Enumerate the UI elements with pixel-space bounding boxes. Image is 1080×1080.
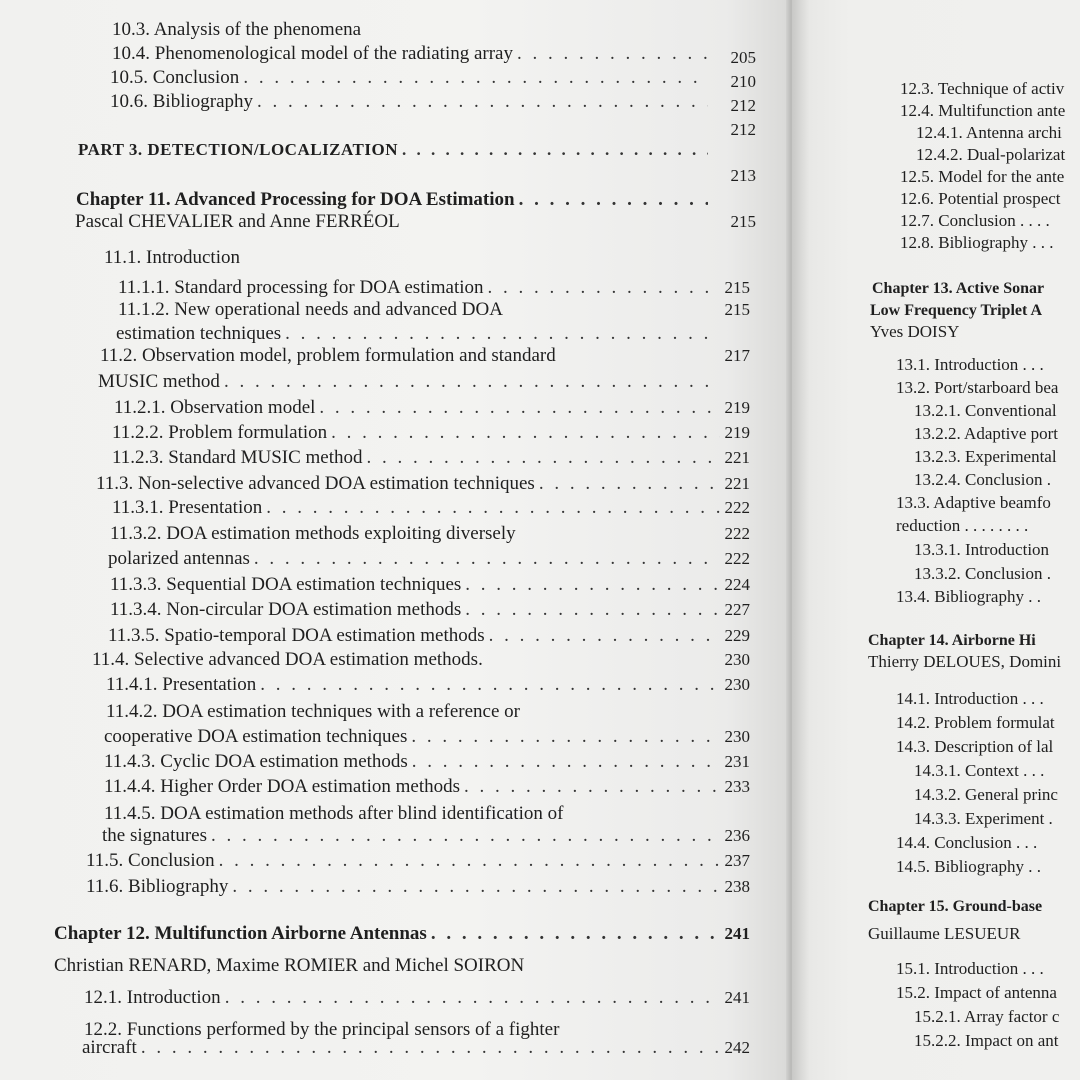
toc-entry <box>104 750 750 774</box>
leader-dots <box>141 1036 720 1060</box>
page-number: 231 <box>724 752 750 771</box>
toc-entry <box>116 322 712 346</box>
page-number: 210 <box>730 72 756 91</box>
toc-entry-title: 11.2. Observation model, problem formulation and standard <box>100 345 556 366</box>
page-number: 242 <box>724 1038 750 1057</box>
chapter-authors: Yves DOISY <box>870 322 960 341</box>
toc-entry: 14.3.1. Context . . . <box>914 761 1045 780</box>
toc-entry: 14.1. Introduction . . . <box>896 689 1044 708</box>
leader-dots <box>319 396 720 420</box>
toc-entry-title: 11.4. Selective advanced DOA estimation methods. <box>92 649 483 670</box>
toc-entry-title: 12.2. Functions performed by the principal sensors of a fighter <box>84 1019 560 1040</box>
toc-entry: 15.2. Impact of antenna <box>896 983 1057 1002</box>
toc-entry-title: 11.2.2. Problem formulation <box>112 422 328 443</box>
toc-entry-title: 11.3.5. Spatio-temporal DOA estimation methods <box>108 625 485 646</box>
toc-entry: 13.2.1. Conventional <box>914 401 1057 420</box>
toc-entry: 12.3. Technique of activ <box>900 79 1065 98</box>
leader-dots <box>489 624 720 648</box>
leader-dots <box>260 673 720 697</box>
right-page <box>792 0 1080 1080</box>
toc-entry-title: 11.2.1. Observation model <box>114 397 316 418</box>
toc-entry <box>104 725 750 749</box>
chapter-heading <box>54 922 750 946</box>
toc-entry: 13.2.3. Experimental <box>914 447 1057 466</box>
toc-entry: 13.3.2. Conclusion . <box>914 564 1051 583</box>
page-number: 215 <box>724 300 750 319</box>
page-number: 215 <box>730 212 756 231</box>
page-number: 227 <box>724 600 750 619</box>
toc-entry-title: 10.4. Phenomenological model of the radiating array <box>112 43 513 64</box>
toc-entry-title: 10.3. Analysis of the phenomena <box>112 19 362 40</box>
page-number: 219 <box>724 398 750 417</box>
leader-dots <box>225 986 720 1010</box>
toc-entry <box>84 986 750 1010</box>
toc-entry <box>110 598 750 622</box>
leader-dots <box>464 775 720 799</box>
leader-dots <box>411 725 720 749</box>
leader-dots <box>367 446 720 470</box>
toc-entry <box>110 522 750 546</box>
leader-dots <box>412 750 720 774</box>
toc-entry: 15.2.2. Impact on ant <box>914 1031 1059 1050</box>
toc-entry <box>110 66 712 90</box>
toc-entry <box>102 824 750 848</box>
leader-dots <box>219 849 720 873</box>
toc-entry <box>106 673 750 697</box>
toc-entry <box>104 246 712 270</box>
toc-entry: 12.7. Conclusion . . . . <box>900 211 1050 230</box>
leader-dots <box>257 90 708 114</box>
toc-entry-title: 11.6. Bibliography <box>86 876 229 897</box>
toc-entry-title: 11.1.2. New operational needs and advanced DOA <box>118 299 503 320</box>
toc-entry-title: polarized antennas <box>108 548 250 569</box>
toc-entry-title: 11.2.3. Standard MUSIC method <box>112 447 363 468</box>
page-number: 212 <box>730 120 756 139</box>
chapter-authors: Thierry DELOUES, Domini <box>868 652 1062 671</box>
page-number: 215 <box>724 278 750 297</box>
toc-entry <box>104 802 750 826</box>
toc-entry <box>114 396 750 420</box>
page-number: 222 <box>724 549 750 568</box>
toc-entry <box>86 849 750 873</box>
toc-entry: 14.3. Description of lal <box>896 737 1054 756</box>
chapter-authors: Christian RENARD, Maxime ROMIER and Michel SOIRON <box>54 955 525 976</box>
toc-entry: 14.3.2. General princ <box>914 785 1058 804</box>
leader-dots <box>517 42 708 66</box>
page-number: 230 <box>724 727 750 746</box>
toc-entry <box>118 276 750 300</box>
leader-dots <box>285 322 708 346</box>
toc-entry-title: 11.4.2. DOA estimation techniques with a reference or <box>106 701 521 722</box>
toc-entry-title: 11.3.1. Presentation <box>112 497 263 518</box>
toc-entry <box>112 446 750 470</box>
toc-entry-title: 11.3. Non-selective advanced DOA estimation techniques <box>96 473 535 494</box>
leader-dots <box>224 370 708 394</box>
toc-entry <box>118 298 750 322</box>
toc-entry-title: aircraft <box>82 1037 137 1058</box>
page-number: 238 <box>724 877 750 896</box>
leader-dots <box>254 547 720 571</box>
leader-dots <box>488 276 720 300</box>
toc-entry-title: 11.4.5. DOA estimation methods after blind identification of <box>104 803 564 824</box>
page-number: 230 <box>724 675 750 694</box>
toc-entry-title: 11.5. Conclusion <box>86 850 215 871</box>
leader-dots <box>266 496 720 520</box>
chapter-title: Chapter 14. Airborne Hi <box>868 632 1036 649</box>
toc-entry: 14.4. Conclusion . . . <box>896 833 1038 852</box>
leader-dots <box>402 138 708 162</box>
chapter-authors: Guillaume LESUEUR <box>868 924 1021 943</box>
toc-entry: 12.4.2. Dual-polarizat <box>916 145 1066 164</box>
leader-dots <box>232 875 720 899</box>
toc-entry: 12.6. Potential prospect <box>900 189 1061 208</box>
page-number: 230 <box>724 650 750 669</box>
page-number: 213 <box>730 166 756 185</box>
page-number: 236 <box>724 826 750 845</box>
toc-entry-title: 11.4.4. Higher Order DOA estimation methods <box>104 776 461 797</box>
toc-entry <box>108 547 750 571</box>
page-number: 241 <box>724 988 750 1007</box>
toc-entry-title: 10.5. Conclusion <box>110 67 240 88</box>
page-number: 233 <box>724 777 750 796</box>
toc-entry-title: 11.3.3. Sequential DOA estimation techniques <box>110 574 462 595</box>
toc-entry: 15.2.1. Array factor c <box>914 1007 1060 1026</box>
toc-entry-title: the signatures <box>102 825 208 846</box>
page-number: 237 <box>724 851 750 870</box>
toc-entry <box>110 573 750 597</box>
toc-entry: 14.2. Problem formulat <box>896 713 1055 732</box>
toc-entry-title: 11.4.3. Cyclic DOA estimation methods <box>104 751 408 772</box>
page-number: 241 <box>724 924 750 943</box>
toc-entry-title: MUSIC method <box>98 371 220 392</box>
leader-dots <box>465 598 720 622</box>
toc-entry: 12.4. Multifunction ante <box>900 101 1066 120</box>
toc-entry-title: 11.1. Introduction <box>104 247 240 268</box>
leader-dots <box>331 421 720 445</box>
toc-entry: reduction . . . . . . . . <box>896 516 1029 535</box>
toc-entry <box>82 1036 750 1060</box>
toc-entry <box>112 18 712 42</box>
toc-entry: 13.3. Adaptive beamfo <box>896 493 1051 512</box>
leader-dots <box>519 188 708 212</box>
chapter-title: Chapter 12. Multifunction Airborne Antennas <box>54 923 427 944</box>
toc-entry <box>112 421 750 445</box>
toc-entry: 15.1. Introduction . . . <box>896 959 1044 978</box>
chapter-heading <box>76 188 712 212</box>
toc-entry: 12.5. Model for the ante <box>900 167 1065 186</box>
toc-entry <box>100 344 750 368</box>
page-number: 212 <box>730 96 756 115</box>
toc-entry <box>96 472 750 496</box>
part-heading <box>78 138 712 162</box>
toc-entry-title: 11.1.1. Standard processing for DOA estimation <box>118 277 484 298</box>
leader-dots <box>465 573 720 597</box>
leader-dots <box>431 922 720 946</box>
page-number: 219 <box>724 423 750 442</box>
toc-entry-title: 11.3.4. Non-circular DOA estimation methods <box>110 599 462 620</box>
toc-entry <box>92 648 750 672</box>
toc-entry-title: 10.6. Bibliography <box>110 91 254 112</box>
toc-entry: 13.2. Port/starboard bea <box>896 378 1059 397</box>
toc-entry-title: cooperative DOA estimation techniques <box>104 726 408 747</box>
page-number: 217 <box>724 346 750 365</box>
chapter-authors: Pascal CHEVALIER and Anne FERRÉOL <box>75 211 400 232</box>
toc-entry: 14.3.3. Experiment . <box>914 809 1053 828</box>
toc-entry: 13.1. Introduction . . . <box>896 355 1044 374</box>
toc-entry: 13.3.1. Introduction <box>914 540 1050 559</box>
chapter-title: Chapter 13. Active Sonar <box>872 280 1045 297</box>
leader-dots <box>243 66 708 90</box>
page-number: 221 <box>724 474 750 493</box>
toc-entry: 12.8. Bibliography . . . <box>900 233 1054 252</box>
page-number: 222 <box>724 524 750 543</box>
toc-entry-title: 12.1. Introduction <box>84 987 221 1008</box>
toc-entry <box>106 700 750 724</box>
toc-entry <box>112 42 712 66</box>
toc-entry: 13.4. Bibliography . . <box>896 587 1041 606</box>
part-title: PART 3. DETECTION/LOCALIZATION <box>78 140 398 159</box>
toc-entry: 13.2.4. Conclusion . <box>914 470 1051 489</box>
toc-entry <box>86 875 750 899</box>
page-number: 222 <box>724 498 750 517</box>
page-number: 229 <box>724 626 750 645</box>
toc-entry-title: estimation techniques <box>116 323 282 344</box>
page-number: 221 <box>724 448 750 467</box>
page-number: 205 <box>730 48 756 67</box>
chapter-title: Chapter 15. Ground-base <box>868 898 1043 915</box>
chapter-title: Chapter 11. Advanced Processing for DOA Estimation <box>76 189 515 210</box>
toc-entry <box>98 370 712 394</box>
toc-entry: 13.2.2. Adaptive port <box>914 424 1059 443</box>
toc-entry: 12.4.1. Antenna archi <box>916 123 1062 142</box>
leader-dots <box>539 472 720 496</box>
toc-entry <box>104 775 750 799</box>
toc-entry-title: 11.3.2. DOA estimation methods exploiting diversely <box>110 523 516 544</box>
page-number: 224 <box>724 575 750 594</box>
toc-entry-title: 11.4.1. Presentation <box>106 674 257 695</box>
chapter-title: Low Frequency Triplet A <box>870 302 1042 319</box>
leader-dots <box>211 824 720 848</box>
toc-entry <box>112 496 750 520</box>
toc-entry <box>108 624 750 648</box>
toc-entry: 14.5. Bibliography . . <box>896 857 1041 876</box>
toc-entry <box>110 90 712 114</box>
